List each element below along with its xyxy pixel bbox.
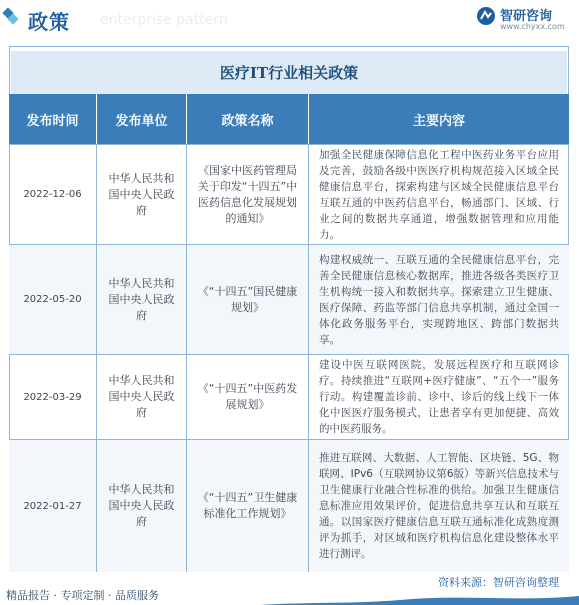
table-row [9, 144, 569, 244]
cell-date: 2022-05-20 [9, 245, 97, 354]
cell-unit: 中华人民共和国中央人民政府 [97, 440, 187, 572]
cell-date: 2022-01-27 [9, 440, 97, 572]
col-header-date: 发布时间 [9, 94, 97, 144]
table-row [9, 244, 569, 354]
cell-content: 建设中医互联网医院，发展远程医疗和互联网诊疗。持续推进“互联网+医疗健康”、“五个一”服务行动。构建覆盖诊前、诊中、诊后的线上线下一体化中医医疗服务模式，让患者享有更加便捷、高效的中医药服务。 [319, 359, 559, 435]
diamond-accent-icon [4, 9, 16, 27]
col-header-content: 主要内容 [412, 113, 465, 129]
table-row [9, 354, 569, 439]
brand-site: www.chyxx.com [500, 22, 565, 31]
bottom-bar [0, 570, 579, 605]
cell-unit: 中华人民共和国中央人民政府 [97, 245, 187, 354]
cell-policy-name: 《国家中医药管理局关于印发“十四五”中医药信息化发展规划的通知》 [187, 145, 309, 244]
watermark-text: enterprise pattern [100, 12, 228, 28]
footer-slogan: 精品报告 · 专项定制 · 品质服务 [6, 589, 159, 602]
cell-policy-name: 《“十四五”中医药发展规划》 [187, 355, 309, 439]
policy-table [9, 94, 569, 572]
source-note: 资料来源：智研咨询整理 [438, 576, 559, 589]
table-header-row [9, 94, 569, 144]
top-bar [0, 0, 579, 36]
cell-content: 构建权威统一、互联互通的全民健康信息平台，完善全民健康信息核心数据库，推进各级各类医疗卫生机构统一接入和数据共享。探索建立卫生健康、医疗保障、药监等部门信息共享机制，通过全国一体化政务服务平台，实现跨地区、跨部门数据共享。 [319, 253, 559, 346]
table-title: 医疗IT行业相关政策 [11, 51, 567, 95]
brand-logo-icon [476, 6, 496, 26]
section-title: 政策 [28, 10, 70, 34]
cell-date: 2022-03-29 [9, 355, 97, 439]
brand-name: 智研咨询 [500, 9, 553, 24]
col-header-unit: 发布单位 [97, 94, 187, 144]
cell-content: 推进互联网、大数据、人工智能、区块链、5G、物联网、IPv6（互联网协议第6版）等新兴信息技术与卫生健康行业融合性标准的供给。加强卫生健康信息标准应用效果评价，促进信息共享互认和互联互通。以国家医疗健康信息互联互通标准化成熟度测评为抓手，对区域和医疗机构信息化建设整体水平进行测评。 [319, 452, 559, 560]
cell-policy-name: 《“十四五”国民健康规划》 [187, 245, 309, 354]
table-row [9, 439, 569, 572]
cell-date: 2022-12-06 [9, 145, 97, 244]
cell-content: 加强全民健康保障信息化工程中医药业务平台应用及完善，鼓励各级中医医疗机构规范接入区域全民健康信息平台，探索构建与区域全民健康信息平台互联互通的中医药信息平台，畅通部门、区域、行业之间的数据共享通道，增强数据管理和应用能力。 [319, 148, 559, 241]
cell-unit: 中华人民共和国中央人民政府 [97, 355, 187, 439]
decorative-wave-icon [260, 594, 579, 605]
cell-policy-name: 《“十四五”卫生健康标准化工作规划》 [187, 440, 309, 572]
col-header-name: 政策名称 [187, 94, 309, 144]
cell-unit: 中华人民共和国中央人民政府 [97, 145, 187, 244]
